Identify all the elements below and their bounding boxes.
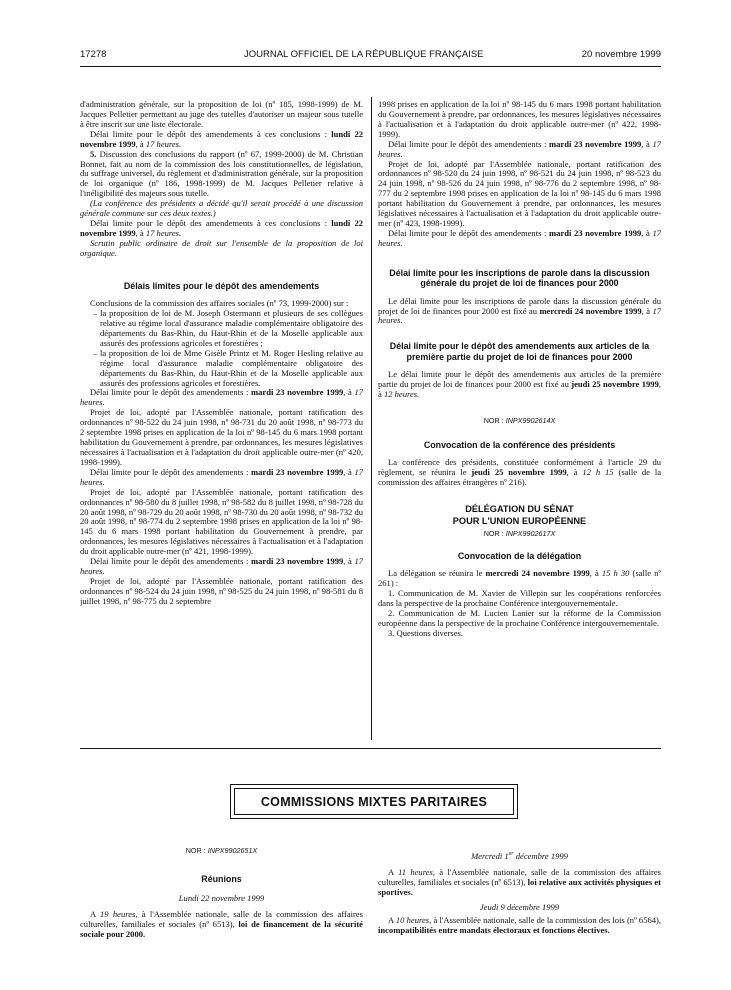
paragraph: d'administration générale, sur la proposition de loi (nº 185, 1998-1999) de M. Jacques Pelletier permettant au juge des tutelles d'autoriser un majeur sous tutelle à être inscrit sur une liste électorale. <box>80 100 363 129</box>
meeting-paragraph: A 19 heures, à l'Assemblée nationale, salle de la commission des affaires culturelles, familiales et sociales (nº 6513), loi de financement de la sécurité sociale pour 2000. <box>80 909 363 940</box>
italic-note: (La conférence des présidents a décidé qu'il serait procédé à une discussion générale commune sur ces deux textes.) <box>80 198 363 219</box>
deadline-paragraph: Délai limite pour le dépôt des amendements à ces conclusions : lundi 22 novembre 1999, à 17 heures. <box>80 128 363 149</box>
paragraph: 1998 prises en application de la loi nº 98-145 du 6 mars 1998 portant habilitation du Gouvernement à prendre, par ordonnances, les mesures législatives nécessaires à l'actualisation et à l'adaptation du droit applicable outre-mer (nº 422, 1998-1999). <box>378 100 661 139</box>
deadline-paragraph: Délai limite pour le dépôt des amendements : mardi 23 novembre 1999, à 17 heures. <box>80 387 363 408</box>
column-separator <box>371 97 372 740</box>
deadline-paragraph: Délai limite pour le dépôt des amendements : mardi 23 novembre 1999, à 17 heures. <box>378 227 661 248</box>
meeting-paragraph: A 10 heures, à l'Assemblée nationale, salle de la commission des lois (nº 6564), incompatibilités entre mandats électoraux et fonctions électives. <box>378 915 661 936</box>
meeting-paragraph: A 11 heures, à l'Assemblée nationale, salle de la commission des affaires culturelles, familiales et sociales (nº 6513), loi relative aux activités physiques et sportives. <box>378 866 661 897</box>
paragraph: Conclusions de la commission des affaires sociales (nº 73, 1999-2000) sur : <box>90 298 349 309</box>
delegation-title: DÉLÉGATION DU SÉNAT POUR L'UNION EUROPÉENNE <box>452 504 587 526</box>
nor-reference: NOR : INPX9902651X <box>185 846 258 855</box>
section-box <box>230 784 518 819</box>
paragraph: La conférence des présidents, constituée conformément à l'article 29 du règlement, se réunira le jeudi 25 novembre 1999, à 12 h 15 (salle de la commission des affaires étrangères nº 216). <box>378 457 661 488</box>
paragraph: La délégation se réunira le mercredi 24 novembre 1999, à 15 h 30 (salle nº 261) : <box>378 568 661 589</box>
section-rule <box>80 748 661 749</box>
deadline-paragraph: Délai limite pour le dépôt des amendements : mardi 23 novembre 1999, à 17 heures. <box>80 466 363 487</box>
deadline-paragraph: Délai limite pour le dépôt des amendements : mardi 23 novembre 1999, à 17 heures. <box>378 138 661 159</box>
paragraph: Projet de loi, adopté par l'Assemblée nationale, portant ratification des ordonnances nº 98-524 du 24 juin 1998, nº 98-525 du 24 juin 1998, nº 98-581 du 8 juillet 1998, nº 98-775 du 2 septembre <box>80 575 363 606</box>
paragraph: 5. Discussion des conclusions du rapport (nº 67, 1999-2000) de M. Christian Bonnet, fait au nom de la commission des lois constitutionnelles, de législation, du suffrage universel, du règlement et d'administration générale, sur la proposition de loi organique (nº 186, 1998-1999) de M. Jacques Pelletier relative à l'inéligibilité des majeurs sous tutelle. <box>80 148 363 199</box>
section-heading: Réunions <box>201 873 242 884</box>
section-heading: Délai limite pour les inscriptions de parole dans la discussion générale du projet de loi de finances pour 2000 <box>389 267 650 289</box>
italic-note: Scrutin public ordinaire de droit sur l'ensemble de la proposition de loi organique. <box>80 237 363 258</box>
section-heading: Délai limite pour le dépôt des amendements aux articles de la première partie du projet de loi de finances pour 2000 <box>389 341 650 362</box>
meeting-day: Lundi 22 novembre 1999 <box>178 893 265 904</box>
nor-reference: NOR : INPX9902617X <box>483 529 556 539</box>
header-rule <box>80 66 661 67</box>
paragraph: Le délai limite pour le dépôt des amendements aux articles de la première partie du projet de loi de finances pour 2000 est fixé au jeudi 25 novembre 1999, à 12 heures. <box>378 369 661 400</box>
right-column <box>378 100 661 748</box>
list-item: – la proposition de loi de M. Joseph Ostermann et plusieurs de ses collègues relative au régime local d'assurance maladie complémentaire obligatoire des départements du Bas-Rhin, du Haut-Rhin et de la Moselle applicable aux assurés des professions agricoles et forestières ; <box>93 308 363 348</box>
section-box-title: COMMISSIONS MIXTES PARITAIRES <box>234 788 514 815</box>
agenda-item: 1. Communication de M. Xavier de Villepin sur les coopérations renforcées dans la perspective de la prochaine Conférence intergouvernementale. <box>378 588 661 609</box>
paragraph: Le délai limite pour les inscriptions de parole dans la discussion générale du projet de loi de finances pour 2000 est fixé au mercredi 24 novembre 1999, à 17 heures. <box>378 295 661 326</box>
list-item: – la proposition de loi de Mme Gisèle Printz et M. Roger Hesling relative au régime local d'assurance maladie complémentaire obligatoire des départements du Bas-Rhin, du Haut-Rhin et de la Moselle applicable aux assurés des professions agricoles et forestières. <box>93 347 363 388</box>
paragraph: Projet de loi, adopté par l'Assemblée nationale, portant ratification des ordonnances nº 98-580 du 8 juillet 1998, nº 98-582 du 8 juillet 1998, nº 98-728 du 20 août 1998, nº 98-729 du 20 août 1998, nº 98-730 du 20 août 1998, nº 98-732 du 20 août 1998, nº 98-774 du 2 septembre 1998 prises en application de la loi nº 98-145 du 6 mars 1998 portant habilitation du Gouvernement à prendre, par ordonnances, les mesures législatives nécessaires à l'actualisation et à l'adaptation du droit applicable outre-mer (nº 421, 1998-1999). <box>80 486 363 557</box>
bottom-right-column <box>378 850 661 960</box>
section-heading: Délais limites pour le dépôt des amendements <box>123 280 320 291</box>
paragraph: Projet de loi, adopté par l'Assemblée nationale, portant ratification des ordonnances nº 98-520 du 24 juin 1998, nº 98-521 du 24 juin 1998, nº 98-523 du 24 juin 1998, nº 98-526 du 24 juin 1998, nº 98-776 du 2 septembre 1998, nº 98-777 du 2 septembre 1998 prises en application de la loi nº 98-145 du 6 mars 1998 portant habilitation du Gouvernement à prendre, par ordonnances, les mesures législatives nécessaires à l'actualisation et à l'adaptation du droit applicable outre-mer (nº 423, 1998-1999). <box>378 158 661 229</box>
agenda-item: 2. Communication de M. Lucien Lanier sur la réforme de la Commission européenne dans la perspective de la prochaine Conférence intergouvernementale. <box>378 608 661 629</box>
section-heading: Convocation de la conférence des présidents <box>423 439 616 450</box>
meeting-day: Jeudi 9 décembre 1999 <box>479 901 560 912</box>
deadline-paragraph: Délai limite pour le dépôt des amendements : mardi 23 novembre 1999, à 17 heures. <box>80 556 363 577</box>
bottom-left-column <box>80 846 363 956</box>
journal-title: JOURNAL OFFICIEL DE LA RÉPUBLIQUE FRANÇAISE <box>244 49 484 60</box>
page-number: 17278 <box>80 49 107 60</box>
meeting-day: Mercredi 1er décembre 1999 <box>471 850 568 861</box>
agenda-item: 3. Questions diverses. <box>388 627 464 638</box>
page-header <box>80 49 661 63</box>
section-heading: Convocation de la délégation <box>457 551 582 561</box>
paragraph: Projet de loi, adopté par l'Assemblée nationale, portant ratification des ordonnances nº 98-522 du 24 juin 1998, nº 98-731 du 20 août 1998, nº 98-773 du 2 septembre 1998 prises en application de la loi nº 98-145 du 6 mars 1998 portant habilitation du Gouvernement à prendre, par ordonnances, les mesures législatives nécessaires à l'actualisation et à l'adaptation du droit applicable outre-mer (nº 420, 1998-1999). <box>80 407 363 467</box>
left-column <box>80 100 363 748</box>
header-date: 20 novembre 1999 <box>581 49 661 60</box>
deadline-paragraph: Délai limite pour le dépôt des amendements à ces conclusions : lundi 22 novembre 1999, à 17 heures. <box>80 218 363 238</box>
nor-reference: NOR : INPX9902614X <box>483 415 556 425</box>
